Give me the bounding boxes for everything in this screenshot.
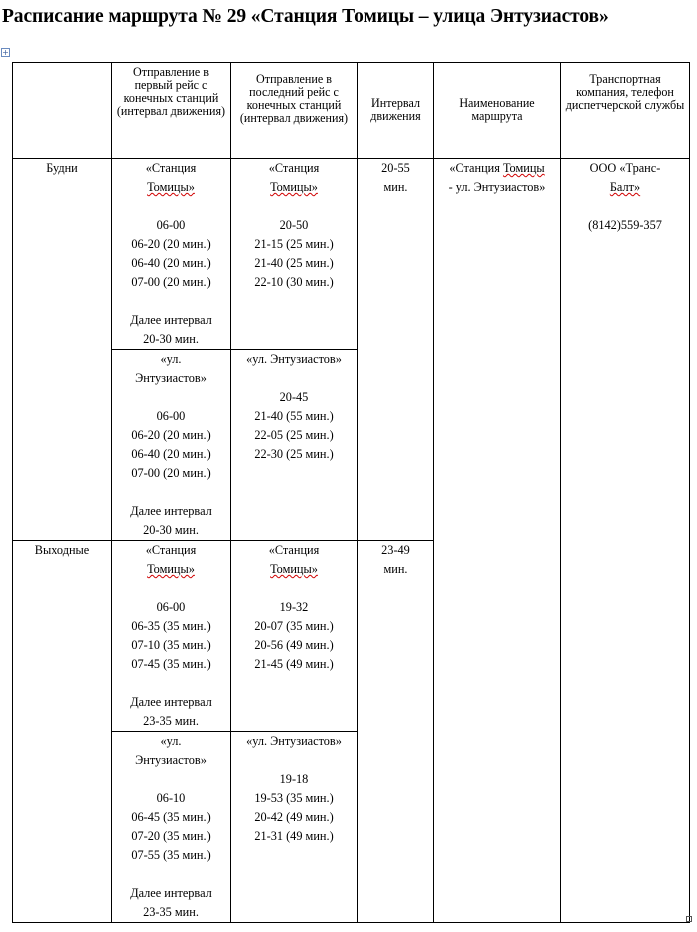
- departure-time: 22-10 (30 мин.): [254, 275, 334, 289]
- departure-time: 19-18: [279, 772, 309, 786]
- stop-name: Томицы»: [147, 562, 195, 576]
- departure-time: 22-30 (25 мин.): [254, 447, 334, 461]
- further-interval: Далее интервал: [130, 695, 212, 709]
- departure-time: 06-00: [156, 218, 186, 232]
- weekends-label: Выходные: [13, 541, 112, 923]
- departure-time: 07-55 (35 мин.): [131, 848, 211, 862]
- route-name-word: Томицы: [502, 161, 545, 175]
- company-phone: (8142)559-357: [588, 218, 662, 232]
- further-interval: Далее интервал: [130, 886, 212, 900]
- departure-time: 20-56 (49 мин.): [254, 638, 334, 652]
- paragraph-end-mark: [686, 916, 692, 922]
- weekends-station-first: [112, 541, 231, 732]
- route-name-line: «Станция Томицы: [449, 161, 545, 175]
- departure-time: 06-20 (20 мин.): [131, 237, 211, 251]
- weekends-street-first: [112, 732, 231, 923]
- departure-time: 20-07 (35 мин.): [254, 619, 334, 633]
- page-title: Расписание маршрута № 29 «Станция Томицы – улица Энтузиастов»: [2, 6, 609, 27]
- further-interval-value: 23-35 мин.: [143, 714, 199, 728]
- header-row: [13, 63, 690, 159]
- stop-name: «ул.: [160, 352, 182, 366]
- stop-name: «Станция: [268, 161, 320, 175]
- weekdays-label: Будни: [13, 159, 112, 541]
- departure-time: 21-45 (49 мин.): [254, 657, 334, 671]
- departure-time: 07-45 (35 мин.): [131, 657, 211, 671]
- company-info: [561, 159, 690, 923]
- stop-name: Томицы»: [270, 562, 318, 576]
- departure-time: 21-15 (25 мин.): [254, 237, 334, 251]
- header-first-departure: Отправление в первый рейс с конечных станций (интервал движения): [112, 63, 231, 159]
- interval-value: 20-55 мин.: [381, 161, 410, 194]
- further-interval: Далее интервал: [130, 313, 212, 327]
- departure-time: 06-35 (35 мин.): [131, 619, 211, 633]
- company-name: Балт»: [609, 180, 641, 194]
- weekdays-station-row: [13, 159, 690, 350]
- stop-name: «Станция: [145, 543, 197, 557]
- stop-name: «ул. Энтузиастов»: [246, 734, 342, 748]
- departure-time: 06-40 (20 мин.): [131, 447, 211, 461]
- interval-value: 23-49 мин.: [381, 543, 410, 576]
- weekdays-station-first: [112, 159, 231, 350]
- header-company: Транспортная компания, телефон диспетчерской службы: [561, 63, 690, 159]
- stop-name: «Станция: [145, 161, 197, 175]
- departure-time: 06-20 (20 мин.): [131, 428, 211, 442]
- header-last-departure: Отправление в последний рейс с конечных станций (интервал движения): [231, 63, 358, 159]
- weekdays-station-last: [231, 159, 358, 350]
- header-interval: Интервал движения: [358, 63, 434, 159]
- departure-time: 20-45: [279, 390, 309, 404]
- header-day-type: [13, 63, 112, 159]
- departure-time: 06-10: [156, 791, 186, 805]
- table-move-handle-icon[interactable]: +: [2, 48, 9, 57]
- departure-time: 20-50: [279, 218, 309, 232]
- weekdays-street-last: [231, 350, 358, 541]
- weekdays-interval: [358, 159, 434, 541]
- weekends-interval: [358, 541, 434, 923]
- schedule-table: [12, 62, 690, 923]
- departure-time: 19-32: [279, 600, 309, 614]
- stop-name: Томицы»: [147, 180, 195, 194]
- weekdays-street-first: [112, 350, 231, 541]
- departure-time: 06-40 (20 мин.): [131, 256, 211, 270]
- stop-name: Томицы»: [270, 180, 318, 194]
- weekends-station-last: [231, 541, 358, 732]
- stop-name: «Станция: [268, 543, 320, 557]
- weekends-street-last: [231, 732, 358, 923]
- stop-name: «ул. Энтузиастов»: [246, 352, 342, 366]
- stop-name: «ул.: [160, 734, 182, 748]
- departure-time: 07-00 (20 мин.): [131, 466, 211, 480]
- departure-time: 21-40 (55 мин.): [254, 409, 334, 423]
- stop-name: Энтузиастов»: [135, 371, 207, 385]
- further-interval: Далее интервал: [130, 504, 212, 518]
- departure-time: 21-40 (25 мин.): [254, 256, 334, 270]
- departure-time: 06-45 (35 мин.): [131, 810, 211, 824]
- departure-time: 07-10 (35 мин.): [131, 638, 211, 652]
- further-interval-value: 23-35 мин.: [143, 905, 199, 919]
- departure-time: 06-00: [156, 409, 186, 423]
- departure-time: 07-20 (35 мин.): [131, 829, 211, 843]
- company-name: ООО «Транс-: [589, 161, 661, 175]
- header-route-name: Наименование маршрута: [434, 63, 561, 159]
- departure-time: 07-00 (20 мин.): [131, 275, 211, 289]
- further-interval-value: 20-30 мин.: [143, 523, 199, 537]
- route-name-line: - ул. Энтузиастов»: [448, 180, 546, 194]
- further-interval-value: 20-30 мин.: [143, 332, 199, 346]
- stop-name: Энтузиастов»: [135, 753, 207, 767]
- departure-time: 22-05 (25 мин.): [254, 428, 334, 442]
- departure-time: 20-42 (49 мин.): [254, 810, 334, 824]
- departure-time: 06-00: [156, 600, 186, 614]
- route-name: [434, 159, 561, 923]
- departure-time: 21-31 (49 мин.): [254, 829, 334, 843]
- departure-time: 19-53 (35 мин.): [254, 791, 334, 805]
